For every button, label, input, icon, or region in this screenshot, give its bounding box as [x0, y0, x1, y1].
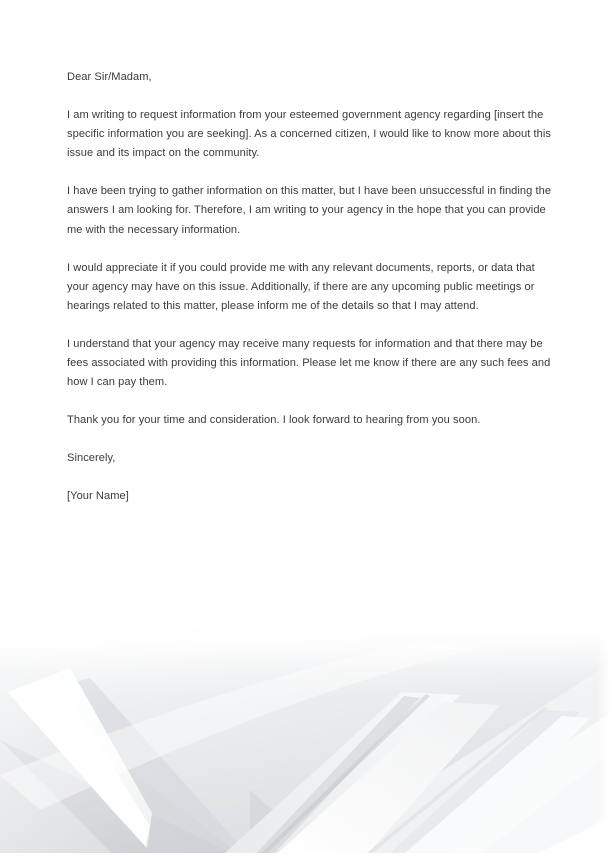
paragraph-4: I understand that your agency may receive many requests for information and that there may be fees associated with providing this information. Please let me know if there are any such fees and how I can pay them.	[67, 337, 554, 389]
paragraph-5: Thank you for your time and consideration. I look forward to hearing from you soon.	[67, 414, 481, 427]
paragraph-2: I have been trying to gather information on this matter, but I have been unsuccessful in finding the answers I am looking for. Therefore, I am writing to your agency in the hope that you can provide me with the necessary information.	[67, 185, 555, 236]
signature-placeholder: [Your Name]	[67, 490, 129, 503]
letter-body	[67, 68, 553, 507]
salutation: Dear Sir/Madam,	[67, 71, 152, 83]
footer-artwork-svg	[0, 600, 615, 862]
closing: Sincerely,	[67, 452, 116, 465]
artwork-top-fade	[0, 600, 615, 670]
paragraph-1: I am writing to request information from your esteemed government agency regarding [insert the specific information you are seeking]. As a concerned citizen, I would like to know more about this issue and its impact on the community.	[67, 109, 555, 160]
paragraph-3: I would appreciate it if you could provide me with any relevant documents, reports, or data that your agency may have on this issue. Additionally, if there are any upcoming public meetings or hearings related to this matter, please inform me of the details so that I may attend.	[67, 261, 538, 312]
artwork-bottom-margin	[0, 853, 615, 862]
artwork-right-fade	[597, 600, 615, 862]
abstract-diagonal-ribbons-footer-graphic	[0, 600, 615, 862]
